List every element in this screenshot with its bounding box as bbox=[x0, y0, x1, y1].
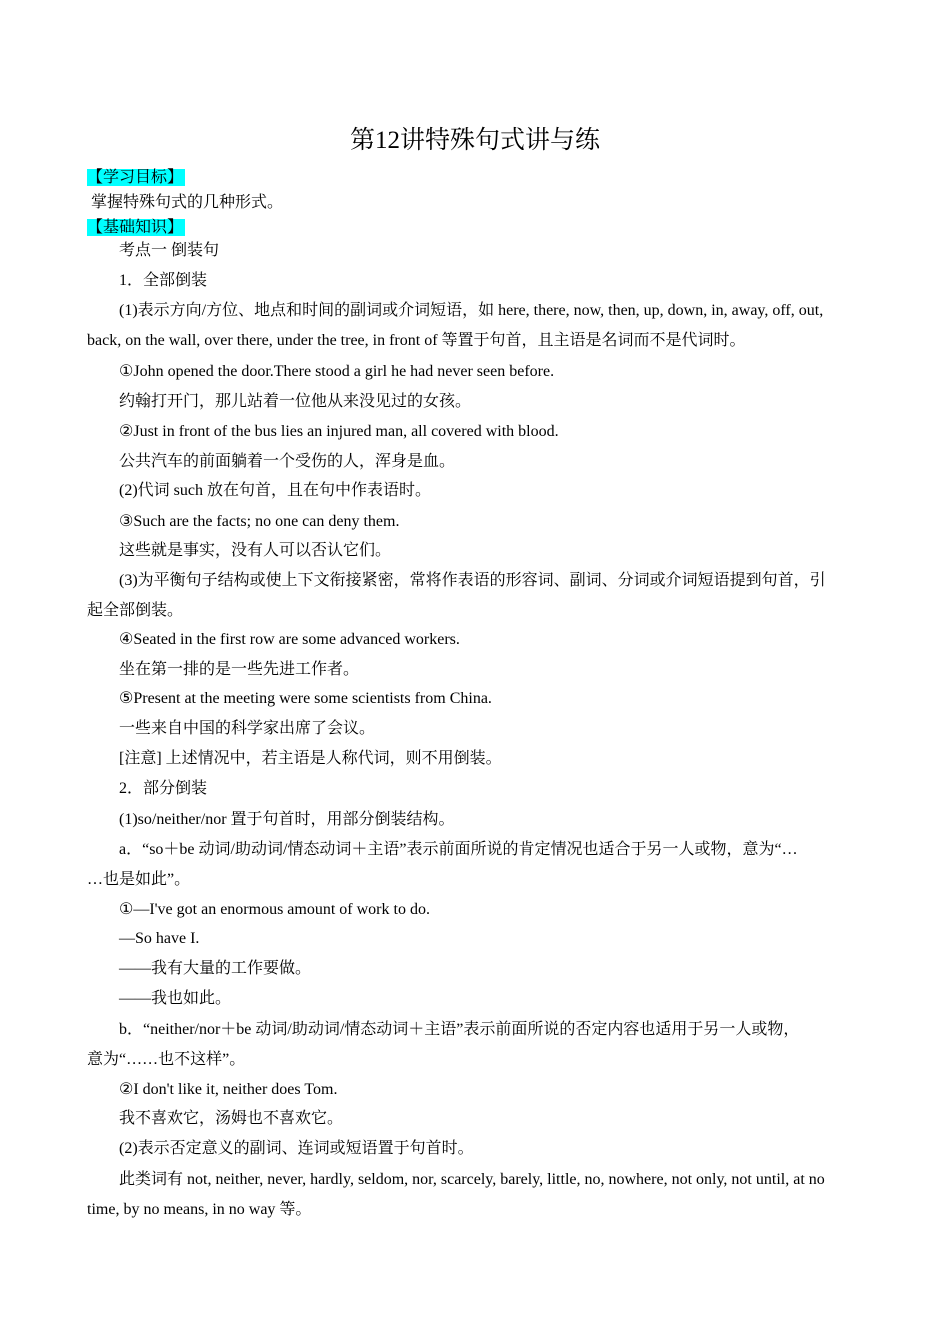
example-sentence: ②Just in front of the bus lies an injured man, all covered with blood. bbox=[119, 423, 559, 440]
example-translation: 这些就是事实，没有人可以否认它们。 bbox=[119, 542, 392, 559]
paragraph-line: (2)代词 such 放在句首，且在句中作表语时。 bbox=[119, 482, 431, 499]
example-translation: 约翰打开门，那儿站着一位他从来没见过的女孩。 bbox=[119, 393, 472, 410]
example-sentence: ⑤Present at the meeting were some scientists from China. bbox=[119, 690, 492, 707]
paragraph-line: back, on the wall, over there, under the tree, in front of 等置于句首，且主语是名词而不是代词时。 bbox=[87, 332, 746, 349]
paragraph-line: (1)so/neither/nor 置于句首时，用部分倒装结构。 bbox=[119, 811, 455, 828]
note-line: [注意] 上述情况中，若主语是人称代词，则不用倒装。 bbox=[119, 750, 502, 767]
example-translation: 一些来自中国的科学家出席了会议。 bbox=[119, 720, 376, 737]
paragraph-line: …也是如此”。 bbox=[87, 871, 191, 888]
example-sentence: ②I don't like it, neither does Tom. bbox=[119, 1081, 338, 1098]
paragraph-line: 考点一 倒装句 bbox=[119, 242, 220, 259]
example-sentence: —So have I. bbox=[119, 930, 200, 947]
paragraph-line: 意为“……也不这样”。 bbox=[87, 1051, 246, 1068]
paragraph-line: (1)表示方向/方位、地点和时间的副词或介词短语，如 here, there, now, then, up, down, in, away, off, out, bbox=[119, 302, 824, 319]
paragraph-line: b．“neither/nor＋be 动词/助动词/情态动词＋主语”表示前面所说的否定内容也适用于另一人或物， bbox=[119, 1021, 800, 1038]
example-translation: ——我也如此。 bbox=[119, 990, 232, 1007]
paragraph-line: a．“so＋be 动词/助动词/情态动词＋主语”表示前面所说的肯定情况也适合于另一人或物，意为“… bbox=[119, 841, 798, 858]
example-translation: 我不喜欢它，汤姆也不喜欢它。 bbox=[119, 1110, 344, 1127]
highlight-goal: 【学习目标】 bbox=[87, 169, 184, 186]
paragraph-line: 2．部分倒装 bbox=[119, 780, 208, 797]
section-label-goal bbox=[87, 167, 867, 189]
example-translation: ——我有大量的工作要做。 bbox=[119, 960, 312, 977]
goal-text: 掌握特殊句式的几种形式。 bbox=[91, 194, 284, 211]
paragraph-line: 1．全部倒装 bbox=[119, 272, 208, 289]
page-title: 第12讲特殊句式讲与练 bbox=[349, 127, 600, 154]
example-sentence: ③Such are the facts; no one can deny them. bbox=[119, 513, 400, 530]
highlight-basics: 【基础知识】 bbox=[87, 219, 184, 236]
example-translation: 公共汽车的前面躺着一个受伤的人，浑身是血。 bbox=[119, 453, 456, 470]
section-label-basics bbox=[87, 217, 867, 239]
paragraph-line: 此类词有 not, neither, never, hardly, seldom, nor, scarcely, barely, little, no, nowhere, not only, not until, at no bbox=[119, 1171, 825, 1188]
example-translation: 坐在第一排的是一些先进工作者。 bbox=[119, 661, 360, 678]
paragraph-line: (2)表示否定意义的副词、连词或短语置于句首时。 bbox=[119, 1140, 474, 1157]
example-sentence: ④Seated in the first row are some advanced workers. bbox=[119, 631, 460, 648]
paragraph-line: 起全部倒装。 bbox=[87, 602, 184, 619]
paragraph-line: (3)为平衡句子结构或使上下文衔接紧密，常将作表语的形容词、副词、分词或介词短语提到句首，引 bbox=[119, 572, 826, 589]
paragraph-line: time, by no means, in no way 等。 bbox=[87, 1201, 312, 1218]
example-sentence: ①John opened the door.There stood a girl he had never seen before. bbox=[119, 363, 555, 380]
example-sentence: ①—I've got an enormous amount of work to do. bbox=[119, 901, 430, 918]
